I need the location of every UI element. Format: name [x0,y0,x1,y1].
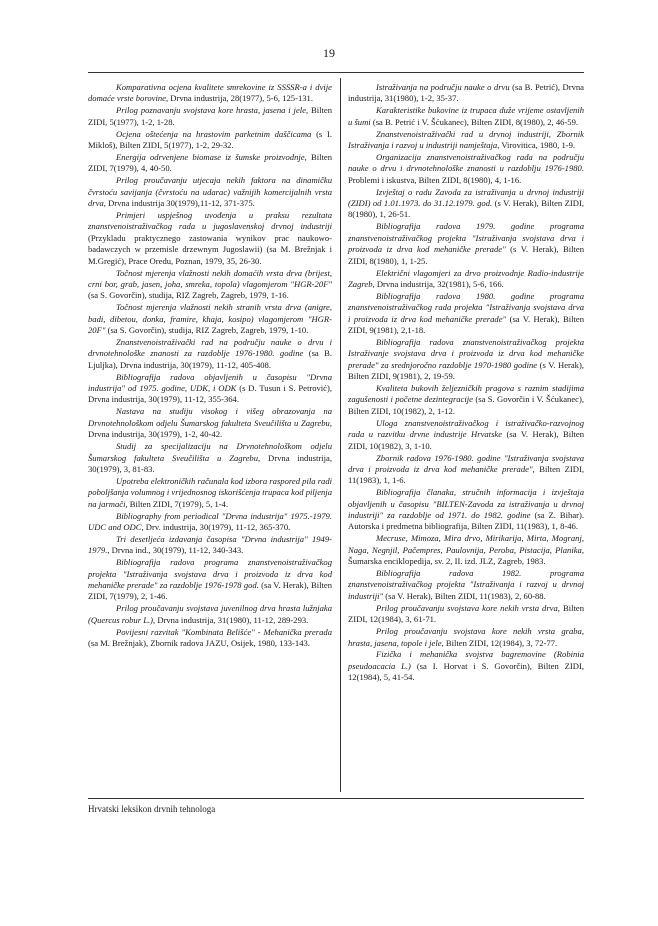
entry-title: Povijesni razvitak "Kombinata Belišće" - Mehanička prerada [116,626,332,637]
entry-title: Bibliografija radova 1982. programa znanstvenoistraživačkog projekta "Istraživanja i razvoj u drvnoj industriji" [348,568,584,601]
entry-title: Zbornik radova 1976-1980. godine "Istraživanja svojstava drva i proizvoda iz drva kod mehaničke prerade" [348,452,584,474]
bibliography-entry [348,418,584,452]
entry-citation: (sa Z. Bihar). Autorska i predmetna bibliografija, Bilten ZIDI, 11(1983), 1, 8-46. [348,510,585,532]
bibliography-entry [88,627,332,650]
bibliography-entry [88,557,332,603]
entry-citation: (sa S. Govorčin), studija, RIZ Zagreb, Zagreb, 1979, 1-10. [105,325,309,336]
bibliography-entry [348,152,584,186]
entry-title: Bibliografija članaka, stručnih informacija i izvještaja objavljenih u časopisu "BILTEN-Zavoda za istraživanja u drvnoj industriji" za razdoblje od 1971. do 1982. godine [348,487,584,521]
bibliography-entry [348,487,584,533]
entry-citation: (sa B. Petrić), Drvna industrija, 31(1980), 1-2, 35-37. [348,82,585,104]
bibliography-entry [88,603,332,626]
entry-title: Znanstvenoistraživački rad u drvnoj industriji, Zbornik Istraživanja i razvoj u industriji namještaja [348,128,584,151]
bibliography-entry [348,383,584,417]
entry-title: Izvještaj o radu Zavoda za istraživanja u drvnoj industriji (ZIDI) od 1.01.1973. do 31.12.1979. god. [348,186,584,209]
bibliography-entry [348,291,584,337]
entry-title: Primjeri uspješnog uvođenja u praksu rezultata znanstvenoistraživačkog rada u jugoslavenskoj drvnoj industriji [88,209,332,232]
bibliography-entry [348,453,584,487]
bibliography-entry [348,603,584,626]
entry-title: Mecruse, Mimoza, Mira drvo, Mirikarija, Mirta, Mogranj, Naga, Negnjil, Pačempres, Paulovnija, Peroba, Pistacija, Planika, [348,533,584,555]
bibliography-entry [88,152,332,175]
bibliography-entry [88,534,332,557]
right-column [348,82,584,684]
bibliography-entry [348,649,584,683]
column-divider [340,78,341,792]
entry-citation: (sa S. Govorčin i V. Šćukanec), Bilten ZIDI, 10(1982), 2, 1-12. [348,394,584,416]
entry-title: Električni vlagomjeri za drvo proizvodnje Radio-industrije Zagreb [348,267,584,289]
entry-title: Prilog proučavanju svojstava kore nekih vrsta graba, hrasta, jasena, topole i jele [348,626,584,648]
entry-title: Bibliografija radova 1979. godine programa znanstvenoistraživačkog projekta "Istraživanja svojstava drva i proizvoda iz drva kod mehaničke prerade" [348,221,584,255]
entry-title: Bibliografija radova 1980. godine programa znanstvenoistraživačkog rada projekta "Istraživanja svojstava drva i proizvoda iz drva kod mehaničke prerade" [348,290,584,324]
entry-citation: Problemi i iskustva, Bilten ZIDI, 8(1980), 4, 1-16. [348,174,522,185]
entry-title: Točnost mjerenja vlažnosti nekih stranih vrsta drva (anigre, badi, dibetou, donka, framire, khaja, kosipo) vlagomjerom "HGR-20F" [88,302,332,336]
bibliography-entry [348,268,584,291]
entry-citation: , Virovitica, 1980, 1-9. [497,140,576,151]
entry-title: Bibliografija radova znanstvenoistraživačkog projekta Istraživanje svojstava drva i proizvoda iz drva kod mehaničke prerade" za srednjoročno razdoblje 1970-1980 godine [348,336,584,370]
entry-citation: , Drvna industrija, 31(1980), 11-12, 289-293. [153,614,309,625]
entry-citation: (sa M. Brežnjak), Zbornik radova JAZU, Osijek, 1980, 133-143. [88,638,310,648]
bibliography-entry [348,626,584,649]
bibliography-entry [348,129,584,152]
entry-citation: , Bilten ZIDI, 5(1977), 1-2, 1-28. [88,105,332,127]
entry-title: Energija odrvenjene biomase iz šumske proizvodnje [116,151,305,162]
bibliography-entry [88,337,332,371]
bibliography-entry [88,406,332,440]
entry-citation: (s D. Tusun i S. Petrović), Drvna industrija, 30(1979), 11-12, 355-364. [88,383,332,405]
entry-title: Nastava na studiju visokog i višeg obrazovanja na Drvnotehnološkom odjelu Šumarskog fakulteta Sveučilišta u Zagrebu [88,406,332,428]
entry-citation: , Bilten ZIDI, 11(1983), 1, 1-6. [348,463,585,486]
entry-title: Prilog poznavanju svojstava kore hrasta, jasena i jele [116,105,306,116]
entry-title: Znanstvenoistraživački rad na području nauke o drvu i drvnotehnološke znanosti za razdoblje 1976-1980. godine [88,336,332,359]
bottom-rule [88,798,584,799]
entry-citation: (s V. Herak), Bilten ZIDI, 9(1981), 2, 19-59. [348,359,584,382]
bibliography-entry [88,372,332,406]
entry-title: Bibliografija radova programa znanstvenoistraživačkog projekta "Istraživanja svojstava drva i proizvoda iz drva kod mehaničke prerade" za razdoblje 1976-1978 god. [88,557,332,590]
entry-citation: (sa S. Govorčin), studija, RIZ Zagreb, Zagreb, 1979, 1-16. [88,290,289,301]
entry-citation: (sa I. Horvat i S. Govorčin), Bilten ZIDI, 12(1984), 5, 41-54. [348,660,584,683]
entry-citation: (sa V. Herak), Bilten ZIDI, 7(1979), 2, 1-46. [88,579,332,602]
entry-citation: (Przykladu praktycznego zastowania wynikov prac naukowo-badawczych w przemisle drzewnym Jugoslawii) (sa M. Brežnjak i M.Gregić), Prace Oredu, Poznan, 1979, 35, 26-30. [88,232,332,266]
bibliography-entry [88,302,332,336]
entry-title: Tri desetljeća izdavanja časopisa "Drvna industrija" 1949-1979. [88,533,332,556]
entry-citation: (sa V. Herak), Bilten ZIDI, 10(1982), 3, 1-10. [348,429,584,451]
entry-citation: , Bilten ZIDI, 12(1984), 3, 72-77. [441,637,558,648]
entry-title: Studij za specijalizaciju na Drvnotehnološkom odjelu Šumarskog fakulteta Sveučilišta u Zagrebu [88,441,332,463]
entry-title: Komparativna ocjena kvalitete smrekovine iz SSSSR-a i dvije domaće vrste borovine [88,82,332,104]
entry-citation: Šumarska enciklopedija, sv. 2, II. izd. JLZ, Zagreb, 1983. [348,556,546,567]
top-rule [88,72,584,73]
bibliography-entry [348,337,584,383]
left-column [88,82,332,650]
bibliography-entry [88,210,332,267]
entry-title: Prilog proučavanju svojstava kore nekih vrsta drva [376,602,558,613]
entry-citation: (sa V. Herak), Bilten ZIDI, 9(1981), 2,1-18. [348,313,584,336]
page-number: 19 [323,46,335,60]
entry-title: Prilog proučavanju utjecaja nekih faktora na dinamičku čvrstoću savijanja (čvrstoću na udarac) važnijih komercijalnih vrsta drva [88,175,332,209]
entry-title: Karakteristike bukovine iz trupaca duže vrijeme ostavljenih u šumi [348,105,584,127]
entry-title: Prilog proučavanju svojstava juvenilnog drva hrasta lužnjaka (Quercus robur L.) [88,603,332,625]
entry-citation: , Drvna industrija, 28(1977), 5-6, 125-131. [165,93,313,104]
bibliography-entry [348,568,584,602]
entry-title: Ocjena oštećenja na hrastovim parketnim daščicama [116,128,312,139]
bibliography-entry [348,82,584,105]
entry-title: Upotreba elektroničkih računala kod izbora raspored pila radi poboljšanja volumnog i vrijednosnog iskorišćenja trupaca kod piljenja na jarmači [88,475,333,509]
entry-citation: (sa B. Ljuljka), Drvna industrija, 30(1979), 11-12, 405-408. [88,348,333,370]
entry-citation: (s I. Mikloš), Bilten ZIDI, 5(1977), 1-2, 29-32. [88,128,332,151]
entry-citation: (sa B. Petrić i V. Šćukanec), Bilten ZIDI, 8(1980), 2, 46-59. [370,116,579,127]
entry-title: Bibliografija radova objavljenih u časopisu "Drvna industrija" od 1975. godine, UDK, i ODK [88,371,332,394]
bibliography-entry [348,105,584,128]
entry-citation: , Drvna industrija, 30(1979), 1-2, 40-42. [88,417,332,440]
entry-title: Točnost mjerenja vlažnosti nekih domaćih vrsta drva (brijest, crni bor, grab, jasen, joha, smreka, topola) vlagomjerom "HGR-20F" [88,267,332,289]
entry-citation: , Bilten ZIDI, 7(1979), 4, 40-50. [88,151,332,174]
entry-title: Fizička i mehanička svojstva bagremovine (Robinia pseudoacacia L.) [348,649,584,671]
entry-citation: (s V. Herak), Bilten ZIDI, 8(1980), 1, 1-25. [348,244,584,266]
bibliography-entry [88,175,332,209]
entry-citation: , Bilten ZIDI, 12(1984), 3, 61-71. [348,602,584,625]
footer-text: Hrvatski leksikon drvnih tehnologa [88,804,216,814]
bibliography-entry [88,105,332,128]
entry-citation: , Drvna industrija, 32(1981), 5-6, 166. [372,278,504,289]
entry-citation: (sa V. Herak), Bilten ZIDI, 11(1983), 2, 60-88. [383,590,546,601]
bibliography-entry [88,441,332,475]
bibliography-entry [88,511,332,534]
entry-citation: (s V. Herak), Bilten ZIDI, 8(1980), 1, 26-51. [348,198,584,220]
bibliography-entry [348,187,584,221]
bibliography-entry [88,82,332,105]
bibliography-entry [88,129,332,152]
entry-title: Bibliography from periodical "Drvna industrija" 1975.-1979. UDC and ODC [88,510,332,532]
entry-title: Kvaliteta bukovih željezničkih pragova s raznim stadijima zagušenosti i početne dezintegracije [348,383,584,405]
entry-citation: , Bilten ZIDI, 7(1979), 5, 1-4. [125,498,229,509]
bibliography-entry [88,268,332,302]
entry-citation: , Drvna industrija, 30(1979), 3, 81-83. [88,452,332,474]
entry-title: Uloga znanstvenoistraživačkog i istraživačko-razvojnog rada u razvitku drvne industrije Hrvatske [348,417,584,440]
entry-citation: , Drvna ind., 30(1979), 11-12, 340-343. [107,545,244,556]
entry-title: Organizacija znanstvenoistraživačkog rada na području nauke o drvu i drvnotehnološke znanosti u razdoblju 1976-1980. [348,151,584,174]
entry-citation: , Drvna industrija 30(1979),11-12, 371-375. [103,198,255,209]
entry-title: Istraživanja na području nauke o drvu [376,82,510,92]
bibliography-entry [88,476,332,510]
bibliography-entry [348,221,584,267]
bibliography-entry [348,533,584,567]
entry-citation: , Drv. industrija, 30(1979), 11-12, 365-370. [141,521,291,532]
